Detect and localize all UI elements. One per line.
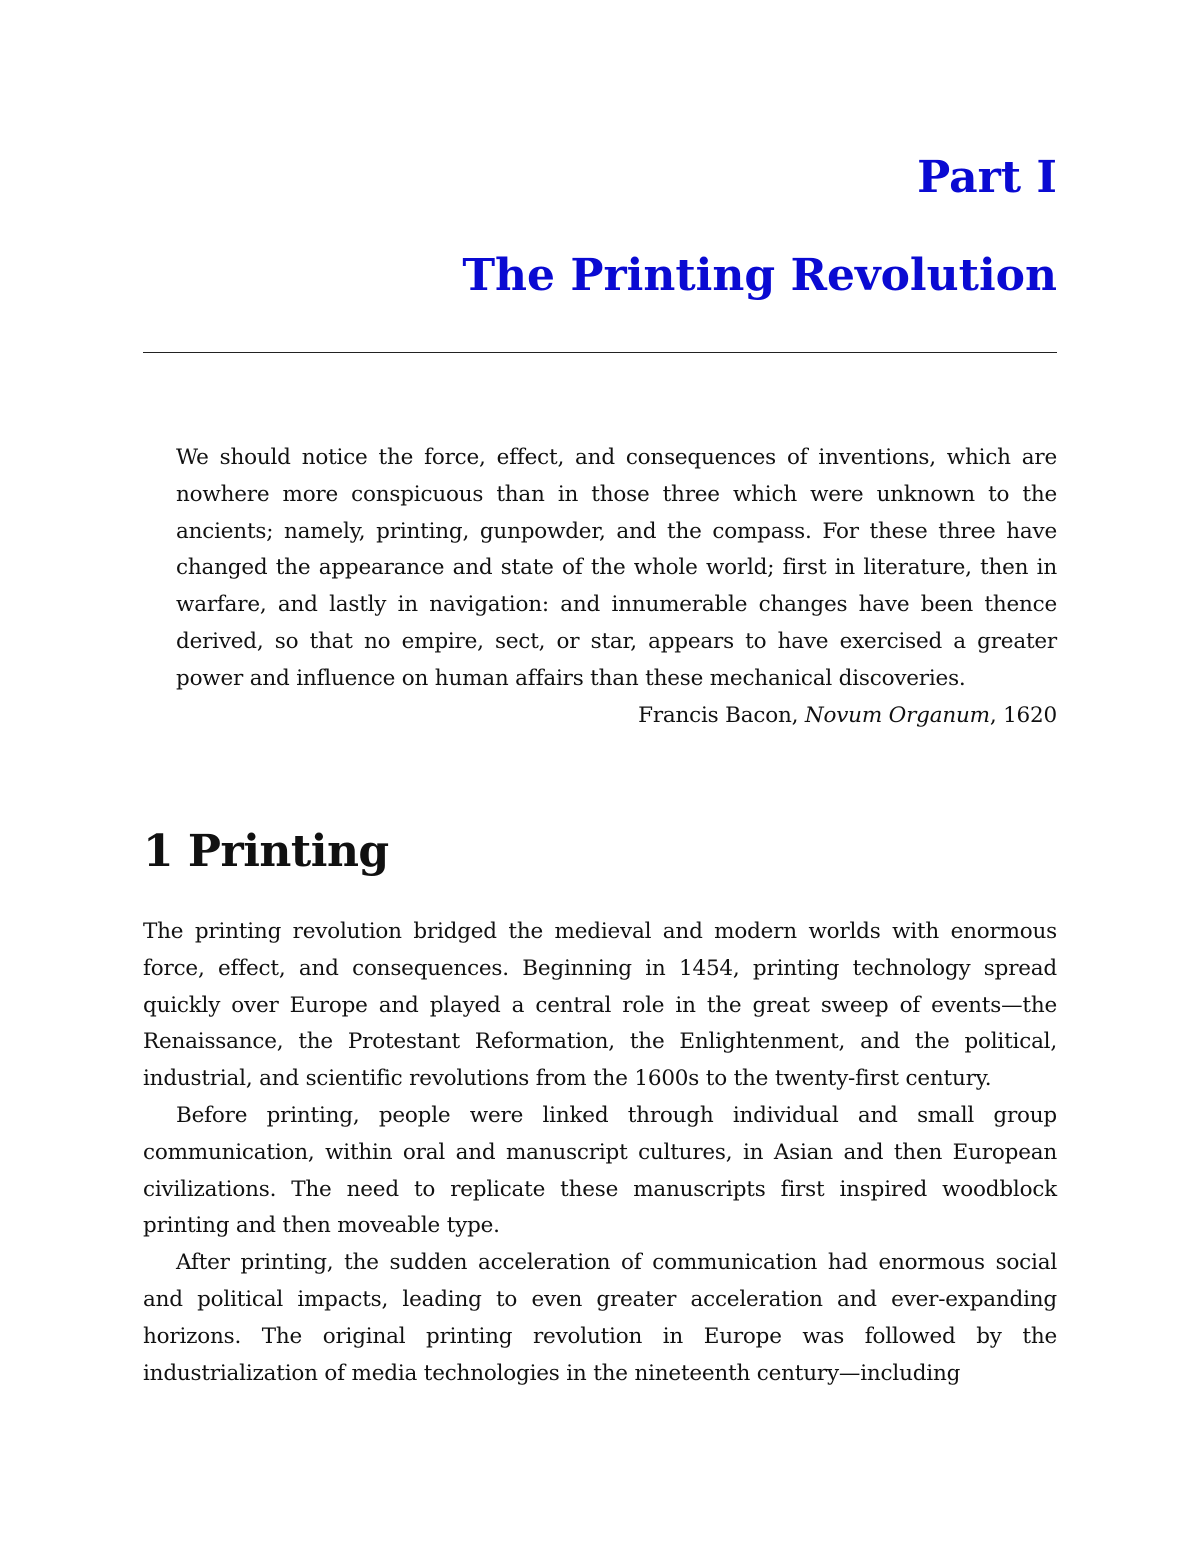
body-paragraph: The printing revolution bridged the medieval and modern worlds with enormous force, effect, and consequences. Beginning in 1454, printing technology spread quickly over Europe and played a central role in the great sweep of events—the Renaissance, the Protestant Reformation, the Enlightenment, and the political, industrial, and scientific revolutions from the 1600s to the twenty-first century. bbox=[143, 919, 1057, 1092]
attribution-year: , 1620 bbox=[989, 702, 1057, 728]
body-paragraph: After printing, the sudden acceleration of communication had enormous social and political impacts, leading to even greater acceleration and ever-expanding horizons. The original printing revolution in Europe was followed by the industrialization of media technologies in the nineteenth century—including bbox=[143, 1250, 1057, 1386]
horizontal-rule bbox=[143, 352, 1057, 353]
chapter-heading: 1 Printing bbox=[143, 826, 389, 877]
epigraph-quote: We should notice the force, effect, and consequences of inventions, which are nowhere more conspicuous than in those three which were unknown to the ancients; namely, printing, gunpowder, and the compass. For these three have changed the appearance and state of the whole world; first in literature, then in warfare, and lastly in navigation: and innumerable changes have been thence derived, so that no empire, sect, or star, appears to have exercised a greater power and influence on human affairs than these mechanical discoveries. bbox=[176, 445, 1057, 691]
attribution-work: Novum Organum bbox=[804, 702, 990, 728]
part-label: Part I bbox=[917, 152, 1057, 203]
chapter-body bbox=[143, 914, 1057, 1392]
part-title: The Printing Revolution bbox=[462, 250, 1057, 301]
body-paragraph: Before printing, people were linked through individual and small group communication, within oral and manuscript cultures, in Asian and then European civilizations. The need to replicate these manuscripts first inspired woodblock printing and then moveable type. bbox=[143, 1102, 1057, 1239]
attribution-author: Francis Bacon, bbox=[638, 702, 805, 728]
epigraph bbox=[176, 440, 1057, 734]
epigraph-attribution bbox=[176, 698, 1057, 735]
